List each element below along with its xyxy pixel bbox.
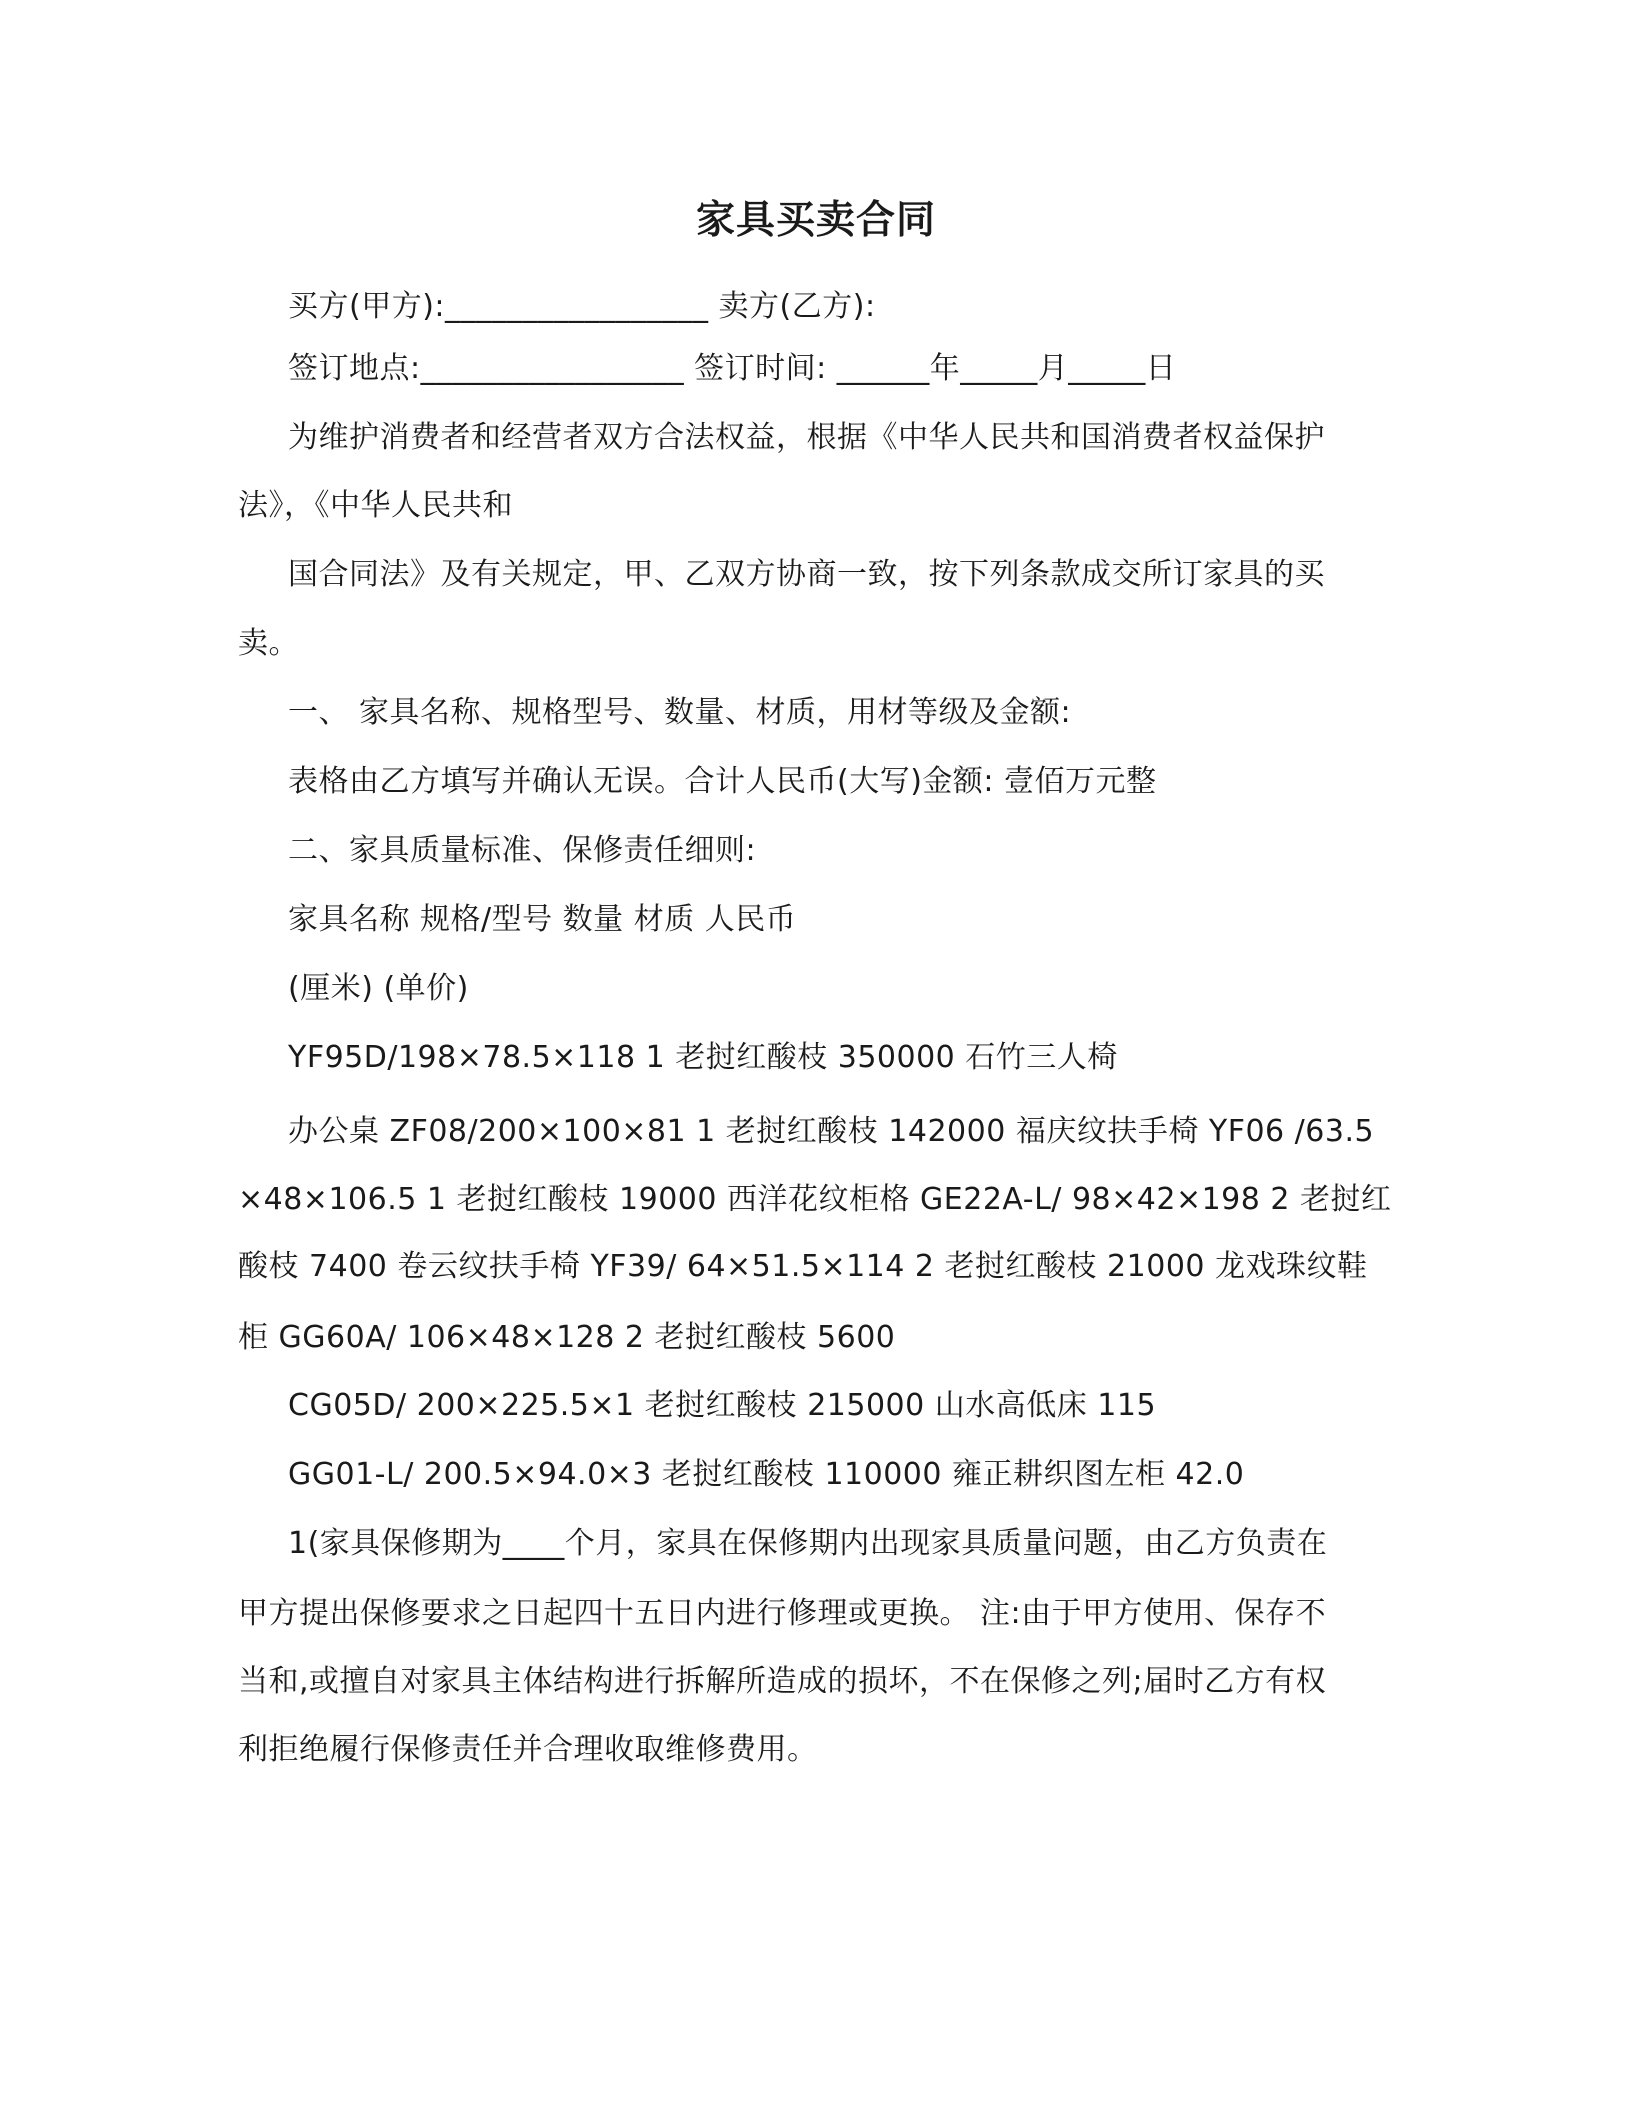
preamble-line-1: 为维护消费者和经营者双方合法权益，根据《中华人民共和国消费者权益保护 — [288, 420, 1325, 455]
preamble-line-2: 法》，《中华人民共和 — [238, 488, 513, 523]
warranty-line-2: 甲方提出保修要求之日起四十五日内进行修理或更换。 注:由于甲方使用、保存不 — [238, 1596, 1327, 1631]
item-line-3: ×48×106.5 1 老挝红酸枝 19000 西洋花纹柜格 GE22A-L/ 98×42×198 2 老挝红 — [238, 1182, 1392, 1217]
warranty-line-4: 利拒绝履行保修责任并合理收取维修费用。 — [238, 1732, 818, 1767]
section-two-heading: 二、家具质量标准、保修责任细则: — [288, 833, 757, 868]
preamble-line-3: 国合同法》及有关规定，甲、乙双方协商一致，按下列条款成交所订家具的买 — [288, 557, 1325, 592]
table-header-line: 家具名称 规格/型号 数量 材质 人民币 — [288, 902, 797, 937]
item-line-1: YF95D/198×78.5×118 1 老挝红酸枝 350000 石竹三人椅 — [288, 1040, 1118, 1075]
item-line-2: 办公桌 ZF08/200×100×81 1 老挝红酸枝 142000 福庆纹扶手椅 YF06 /63.5 — [288, 1114, 1375, 1149]
section-one-heading: 一、 家具名称、规格型号、数量、材质，用材等级及金额: — [288, 695, 1072, 730]
table-header-units: (厘米) (单价) — [288, 971, 469, 1006]
item-line-5: 柜 GG60A/ 106×48×128 2 老挝红酸枝 5600 — [238, 1320, 896, 1355]
buyer-seller-line: 买方(甲方):_________________ 卖方(乙方): — [288, 289, 876, 324]
document-title: 家具买卖合同 — [695, 198, 936, 243]
preamble-line-4: 卖。 — [238, 626, 299, 661]
item-line-6: CG05D/ 200×225.5×1 老挝红酸枝 215000 山水高低床 115 — [288, 1388, 1157, 1423]
total-amount-line: 表格由乙方填写并确认无误。合计人民币(大写)金额: 壹佰万元整 — [288, 764, 1157, 799]
warranty-line-3: 当和,或擅自对家具主体结构进行拆解所造成的损坏，不在保修之列;届时乙方有权 — [238, 1664, 1327, 1699]
item-line-4: 酸枝 7400 卷云纹扶手椅 YF39/ 64×51.5×114 2 老挝红酸枝 21000 龙戏珠纹鞋 — [238, 1249, 1368, 1284]
item-line-7: GG01-L/ 200.5×94.0×3 老挝红酸枝 110000 雍正耕织图左柜 42.0 — [288, 1457, 1245, 1492]
signing-place-time-line: 签订地点:_________________ 签订时间: ______年_____月_____日 — [288, 351, 1177, 386]
warranty-line-1: 1(家具保修期为____个月，家具在保修期内出现家具质量问题，由乙方负责在 — [288, 1526, 1328, 1561]
